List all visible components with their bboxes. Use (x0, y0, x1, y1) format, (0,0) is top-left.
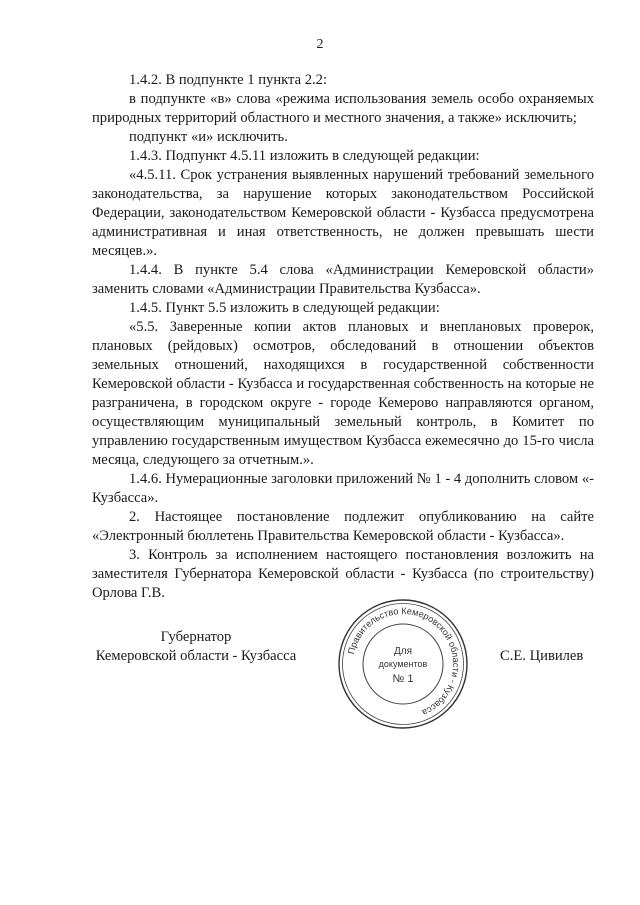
seal-ring-text: Правительство Кемеровской области - Кузбасса (346, 605, 462, 718)
paragraph-1-4-6: 1.4.6. Нумерационные заголовки приложений № 1 - 4 дополнить словом «- Кузбасса». (92, 471, 594, 506)
signature-role (86, 628, 306, 666)
paragraph-2: 2. Настоящее постановление подлежит опубликованию на сайте «Электронный бюллетень Правительства Кемеровской области - Кузбасса». (92, 509, 594, 544)
paragraph-1-4-4: 1.4.4. В пункте 5.4 слова «Администрации Кемеровской области» заменить словами «Администрации Правительства Кузбасса». (92, 262, 594, 297)
paragraph-subpoint-v: в подпункте «в» слова «режима использования земель особо охраняемых природных территорий областного и местного значения, а также» исключить; (92, 91, 594, 126)
seal-center-line-3: № 1 (392, 673, 414, 685)
paragraph-4-5-11: «4.5.11. Срок устранения выявленных нарушений требований земельного законодательства, за нарушение которых законодательством Российской Федерации, законодательством Кемеровской области - Кузбасса предусмотрена административная и иная ответственность, не должен превышать шести месяцев.». (92, 167, 594, 259)
paragraph-1-4-3: 1.4.3. Подпункт 4.5.11 изложить в следующей редакции: (129, 148, 480, 164)
paragraph-1-4-5: 1.4.5. Пункт 5.5 изложить в следующей редакции: (129, 300, 440, 316)
paragraph-subpoint-i: подпункт «и» исключить. (129, 129, 288, 145)
signature-role-title: Губернатор (160, 629, 232, 645)
seal-graphic (336, 597, 470, 731)
paragraph-3: 3. Контроль за исполнением настоящего постановления возложить на заместителя Губернатора Кемеровской области - Кузбасса (по строительству) Орлова Г.В. (92, 547, 594, 601)
signatory-name: С.Е. Цивилев (500, 648, 584, 664)
page-number: 2 (316, 37, 324, 52)
document-body (92, 71, 594, 603)
seal-center-line-1: Для (393, 646, 413, 657)
signature-role-region: Кемеровской области - Кузбасса (95, 648, 297, 664)
seal-center-line-2: документов (378, 659, 428, 669)
official-seal (336, 597, 470, 731)
paragraph-5-5: «5.5. Заверенные копии актов плановых и внеплановых проверок, плановых (рейдовых) осмотров, обследований в отношении объектов земельных отношений, находящихся в государственной собственности Кемеровской области - Кузбасса и государственная собственность на которые не разграничена, в городском округе - городе Кемерово направляются органом, осуществляющим муниципальный земельный контроль, в Комитет по управлению государственным имуществом Кузбасса ежемесячно до 15-го числа месяца, следующего за отчетным.». (92, 319, 594, 468)
paragraph-1-4-2: 1.4.2. В подпункте 1 пункта 2.2: (129, 72, 328, 88)
